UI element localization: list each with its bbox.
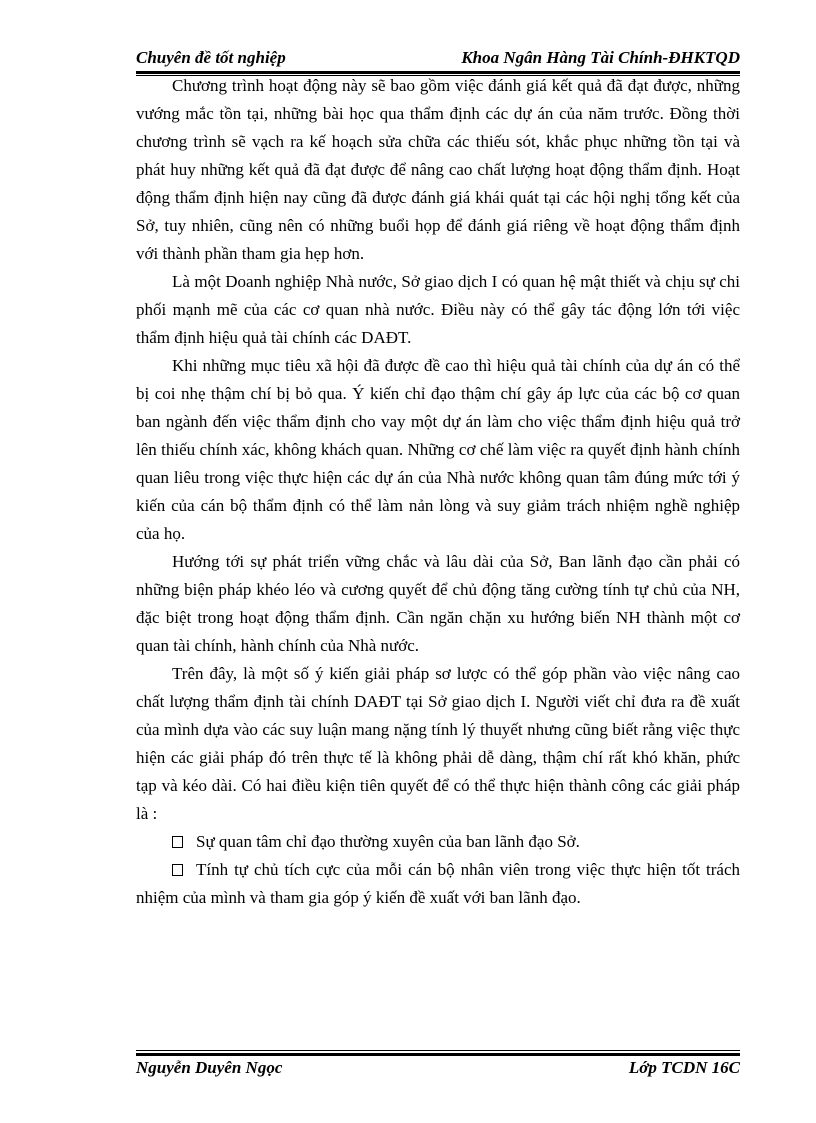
bullet-text: Sự quan tâm chỉ đạo thường xuyên của ban lãnh đạo Sở.: [196, 832, 580, 851]
bullet-item: [136, 828, 740, 856]
page-footer: [136, 1056, 740, 1080]
paragraph: Chương trình hoạt động này sẽ bao gồm việc đánh giá kết quả đã đạt được, những vướng mắc tồn tại, những bài học qua thẩm định các dự án của năm trước. Đồng thời chương trình sẽ vạch ra kế hoạch sửa chữa các thiếu sót, khắc phục những tồn tại và phát huy những kết quả đã đạt được để nâng cao chất lượng hoạt động thẩm định. Hoạt động thẩm định hiện nay cũng đã được đánh giá khái quát tại các hội nghị tổng kết của Sở, tuy nhiên, cũng nên có những buổi họp để đánh giá riêng về hoạt động thẩm định với thành phần tham gia hẹp hơn.: [136, 76, 740, 263]
header-left-title: Chuyên đề tốt nghiệp: [136, 48, 286, 67]
paragraph: Hướng tới sự phát triển vững chắc và lâu dài của Sở, Ban lãnh đạo cần phải có những biện pháp khéo léo và cương quyết để chủ động tăng cường tính tự chủ của NH, đặc biệt trong hoạt động thẩm định. Cần ngăn chặn xu hướng biến NH thành một cơ quan tài chính, hành chính của Nhà nước.: [136, 552, 740, 655]
bullet-text: Tính tự chủ tích cực của mỗi cán bộ nhân viên trong việc thực hiện tốt trách nhiệm của mình và tham gia góp ý kiến đề xuất với ban lãnh đạo.: [136, 860, 740, 907]
paragraph: Trên đây, là một số ý kiến giải pháp sơ lược có thể góp phần vào việc nâng cao chất lượng thẩm định tài chính DAĐT tại Sở giao dịch I. Người viết chỉ đưa ra đề xuất của mình dựa vào các suy luận mang nặng tính lý thuyết nhưng cũng biết rằng việc thực hiện các giải pháp đó trên thực tế là không phải dễ dàng, thậm chí rất khó khăn, phức tạp và kéo dài. Có hai điều kiện tiên quyết để có thể thực hiện thành công các giải pháp là :: [136, 664, 740, 823]
paragraph: Là một Doanh nghiệp Nhà nước, Sở giao dịch I có quan hệ mật thiết và chịu sự chi phối mạnh mẽ của các cơ quan nhà nước. Điều này có thể gây tác động lớn tới việc thẩm định hiệu quả tài chính các DAĐT.: [136, 272, 740, 347]
footer-author: Nguyễn Duyên Ngọc: [136, 1058, 283, 1077]
header-right-title: Khoa Ngân Hàng Tài Chính-ĐHKTQD: [461, 48, 740, 67]
checkbox-bullet-icon: [172, 836, 183, 848]
footer-class: Lớp TCDN 16C: [628, 1058, 740, 1077]
paragraph: Khi những mục tiêu xã hội đã được đề cao thì hiệu quả tài chính của dự án có thể bị coi nhẹ thậm chí bị bỏ qua. Ý kiến chỉ đạo thậm chí gây áp lực của các bộ cơ quan ban ngành đến việc thẩm định cho vay một dự án làm cho việc thẩm định hiệu quả trở lên thiếu chính xác, không khách quan. Những cơ chế làm việc ra quyết định hành chính quan liêu trong việc thực hiện các dự án của Nhà nước không quan tâm đúng mức tới ý kiến của cán bộ thẩm định có thể làm nản lòng và suy giảm trách nhiệm nghề nghiệp của họ.: [136, 356, 740, 543]
checkbox-bullet-icon: [172, 864, 183, 876]
page-header: [136, 46, 740, 70]
document-page: [136, 0, 740, 1123]
body-text: [136, 72, 740, 912]
bullet-item: [136, 856, 740, 912]
footer-rule-thin: [136, 1050, 740, 1051]
